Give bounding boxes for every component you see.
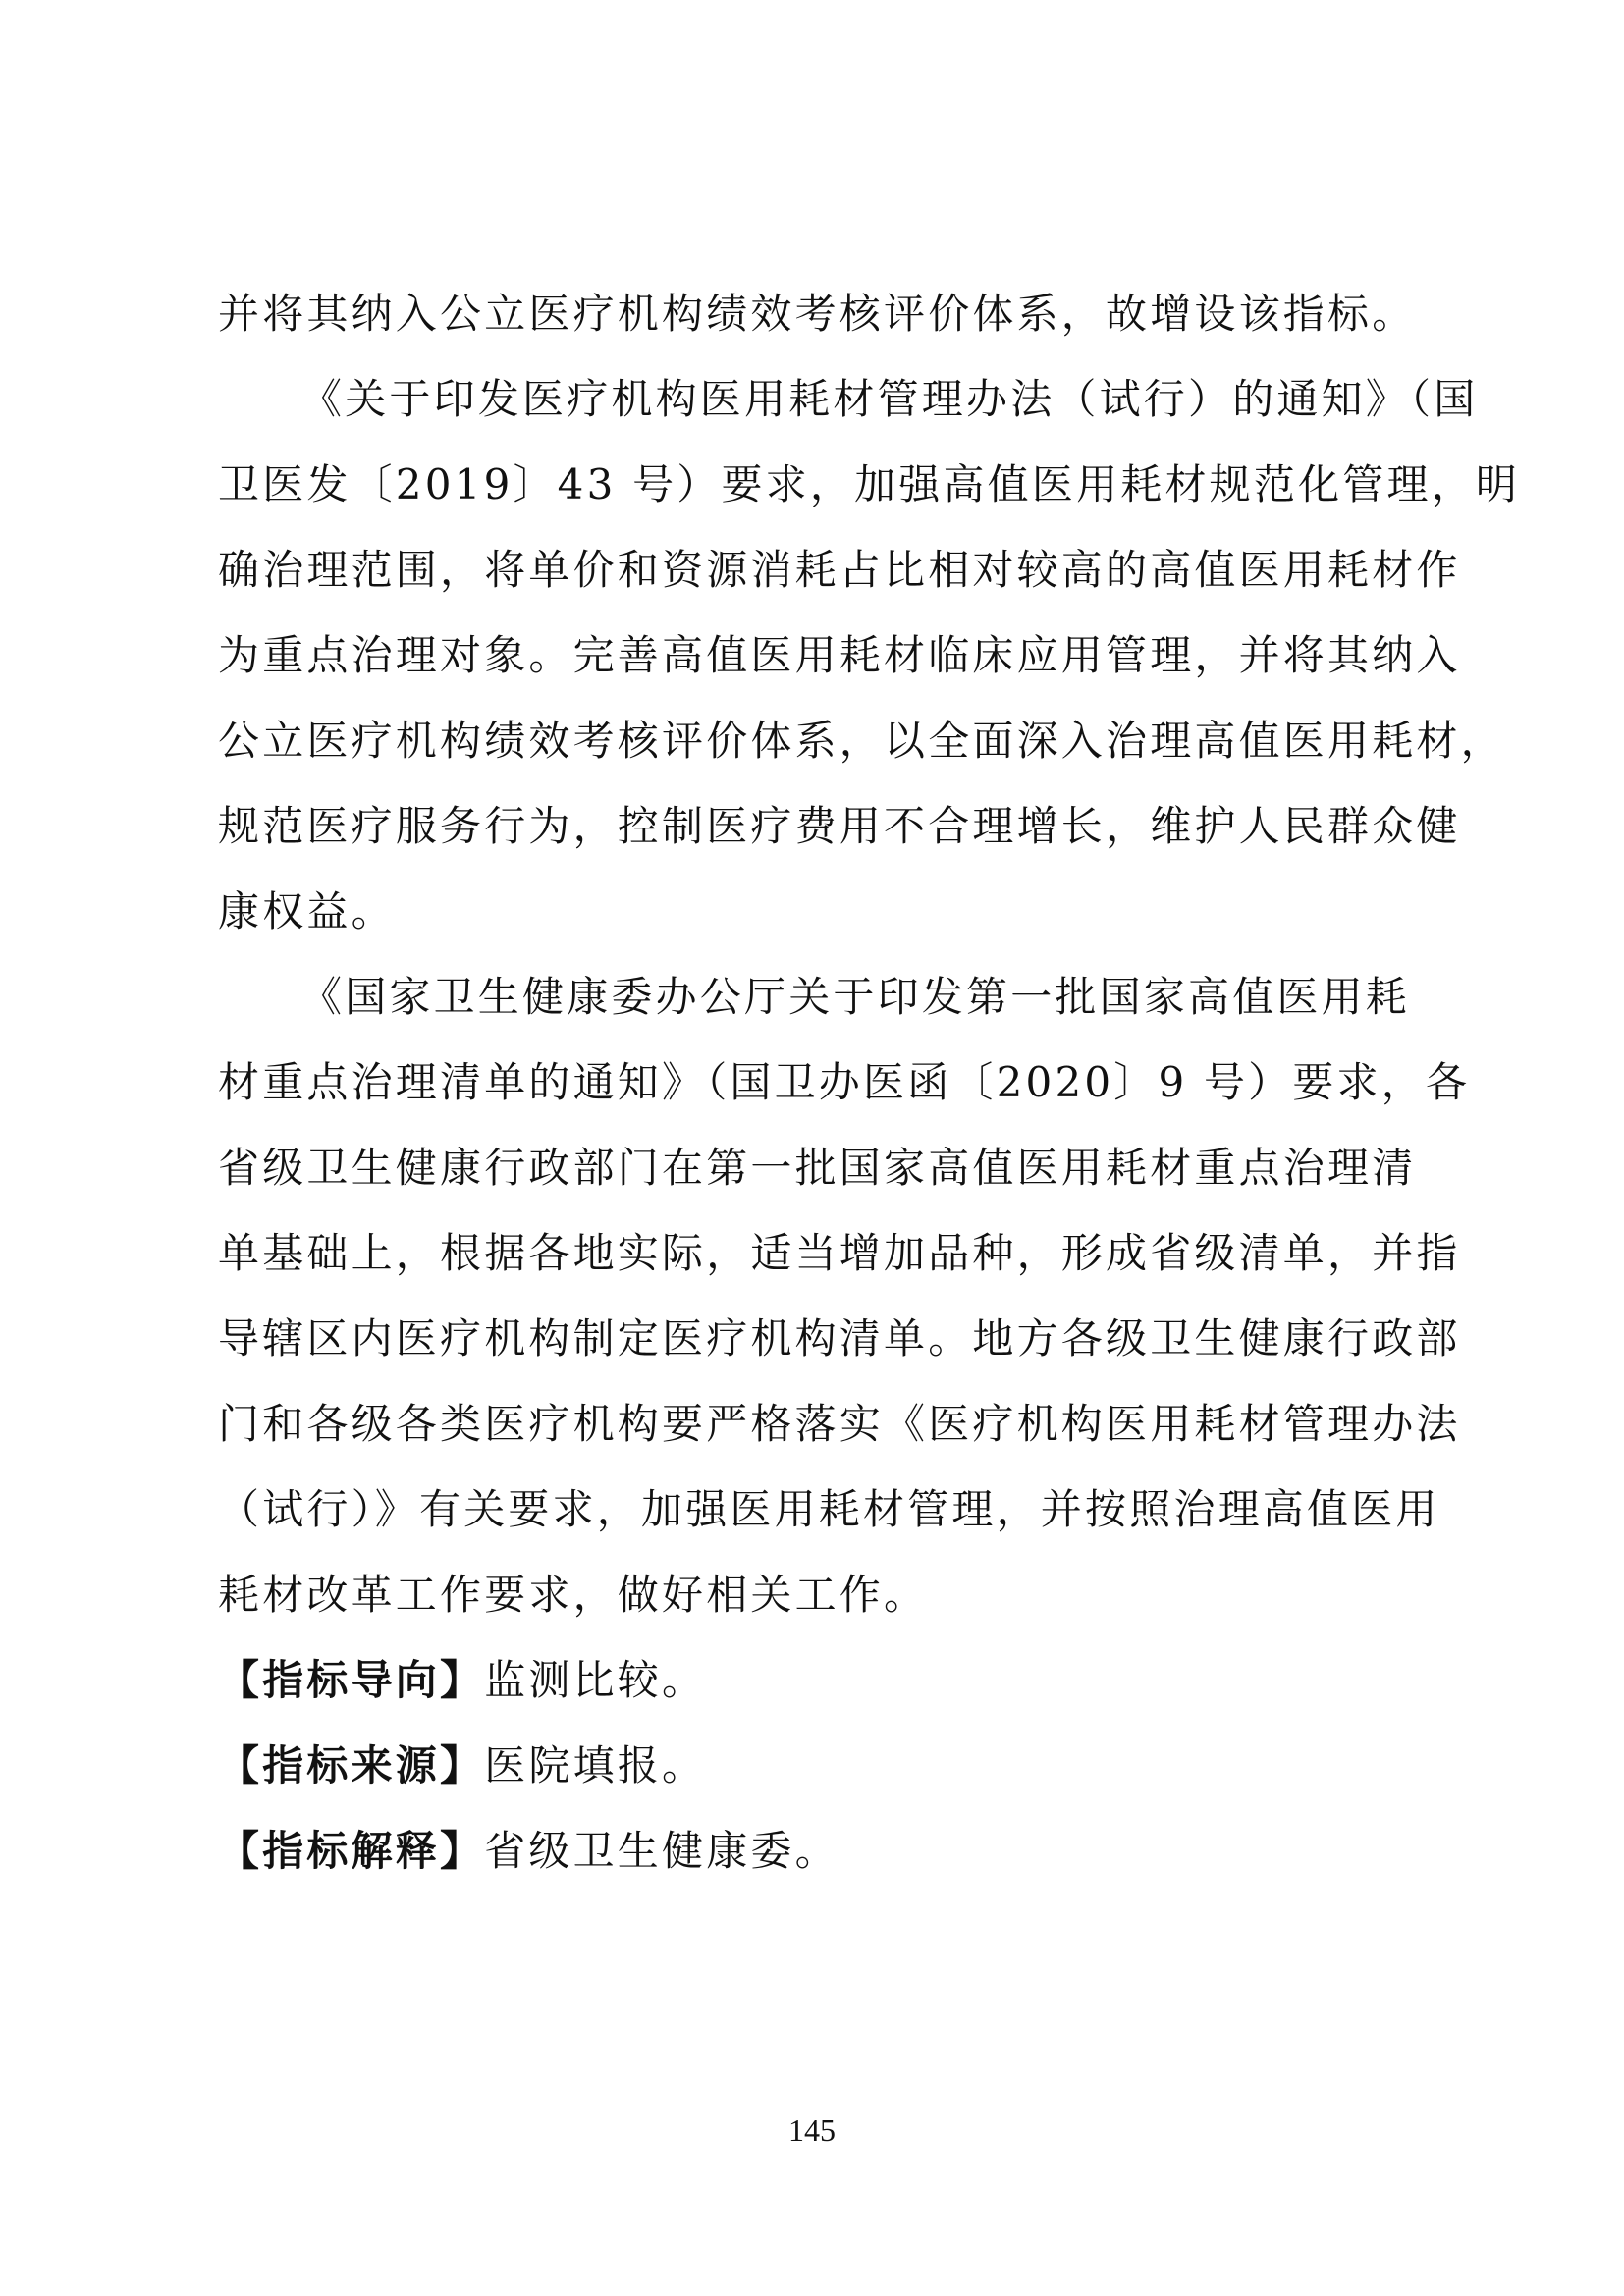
text-line-1: 并将其纳入公立医疗机构绩效考核评价体系，故增设该指标。 — [218, 290, 1417, 338]
text-line-5: 为重点治理对象。完善高值医用耗材临床应用管理，并将其纳入 — [218, 631, 1461, 679]
text-line-14: 门和各级各类医疗机构要严格落实《医疗机构医用耗材管理办法 — [218, 1400, 1461, 1448]
indicator-interpretation-value: 省级卫生健康委。 — [484, 1827, 839, 1875]
indicator-direction-label: 【指标导向】 — [218, 1656, 485, 1704]
text-line-10: 材重点治理清单的通知》（国卫办医函〔2020〕9 号）要求，各 — [218, 1058, 1471, 1106]
page-number: 145 — [788, 2112, 836, 2148]
indicator-source — [218, 1736, 706, 1795]
indicator-source-label: 【指标来源】 — [218, 1741, 485, 1789]
text-line-13: 导辖区内医疗机构制定医疗机构清单。地方各级卫生健康行政部 — [218, 1314, 1461, 1362]
text-line-9: 《国家卫生健康委办公厅关于印发第一批国家高值医用耗 — [300, 973, 1411, 1021]
text-line-3: 卫医发〔2019〕43 号）要求，加强高值医用耗材规范化管理，明 — [218, 460, 1521, 508]
text-line-16: 耗材改革工作要求，做好相关工作。 — [218, 1571, 929, 1619]
text-line-2: 《关于印发医疗机构医用耗材管理办法（试行）的通知》（国 — [300, 375, 1479, 423]
indicator-interpretation — [218, 1822, 839, 1881]
text-line-12: 单基础上，根据各地实际，适当增加品种，形成省级清单，并指 — [218, 1229, 1461, 1277]
indicator-source-value: 医院填报。 — [484, 1741, 707, 1789]
text-line-8: 康权益。 — [218, 887, 396, 935]
text-line-6: 公立医疗机构绩效考核评价体系，以全面深入治理高值医用耗材， — [218, 717, 1505, 765]
indicator-direction — [218, 1651, 706, 1710]
text-line-7: 规范医疗服务行为，控制医疗费用不合理增长，维护人民群众健 — [218, 802, 1461, 850]
indicator-direction-value: 监测比较。 — [484, 1656, 707, 1704]
text-line-4: 确治理范围，将单价和资源消耗占比相对较高的高值医用耗材作 — [218, 546, 1461, 594]
text-line-11: 省级卫生健康行政部门在第一批国家高值医用耗材重点治理清 — [218, 1144, 1417, 1192]
indicator-interpretation-label: 【指标解释】 — [218, 1827, 485, 1875]
text-line-15: （试行）》有关要求，加强医用耗材管理，并按照治理高值医用 — [218, 1485, 1440, 1533]
